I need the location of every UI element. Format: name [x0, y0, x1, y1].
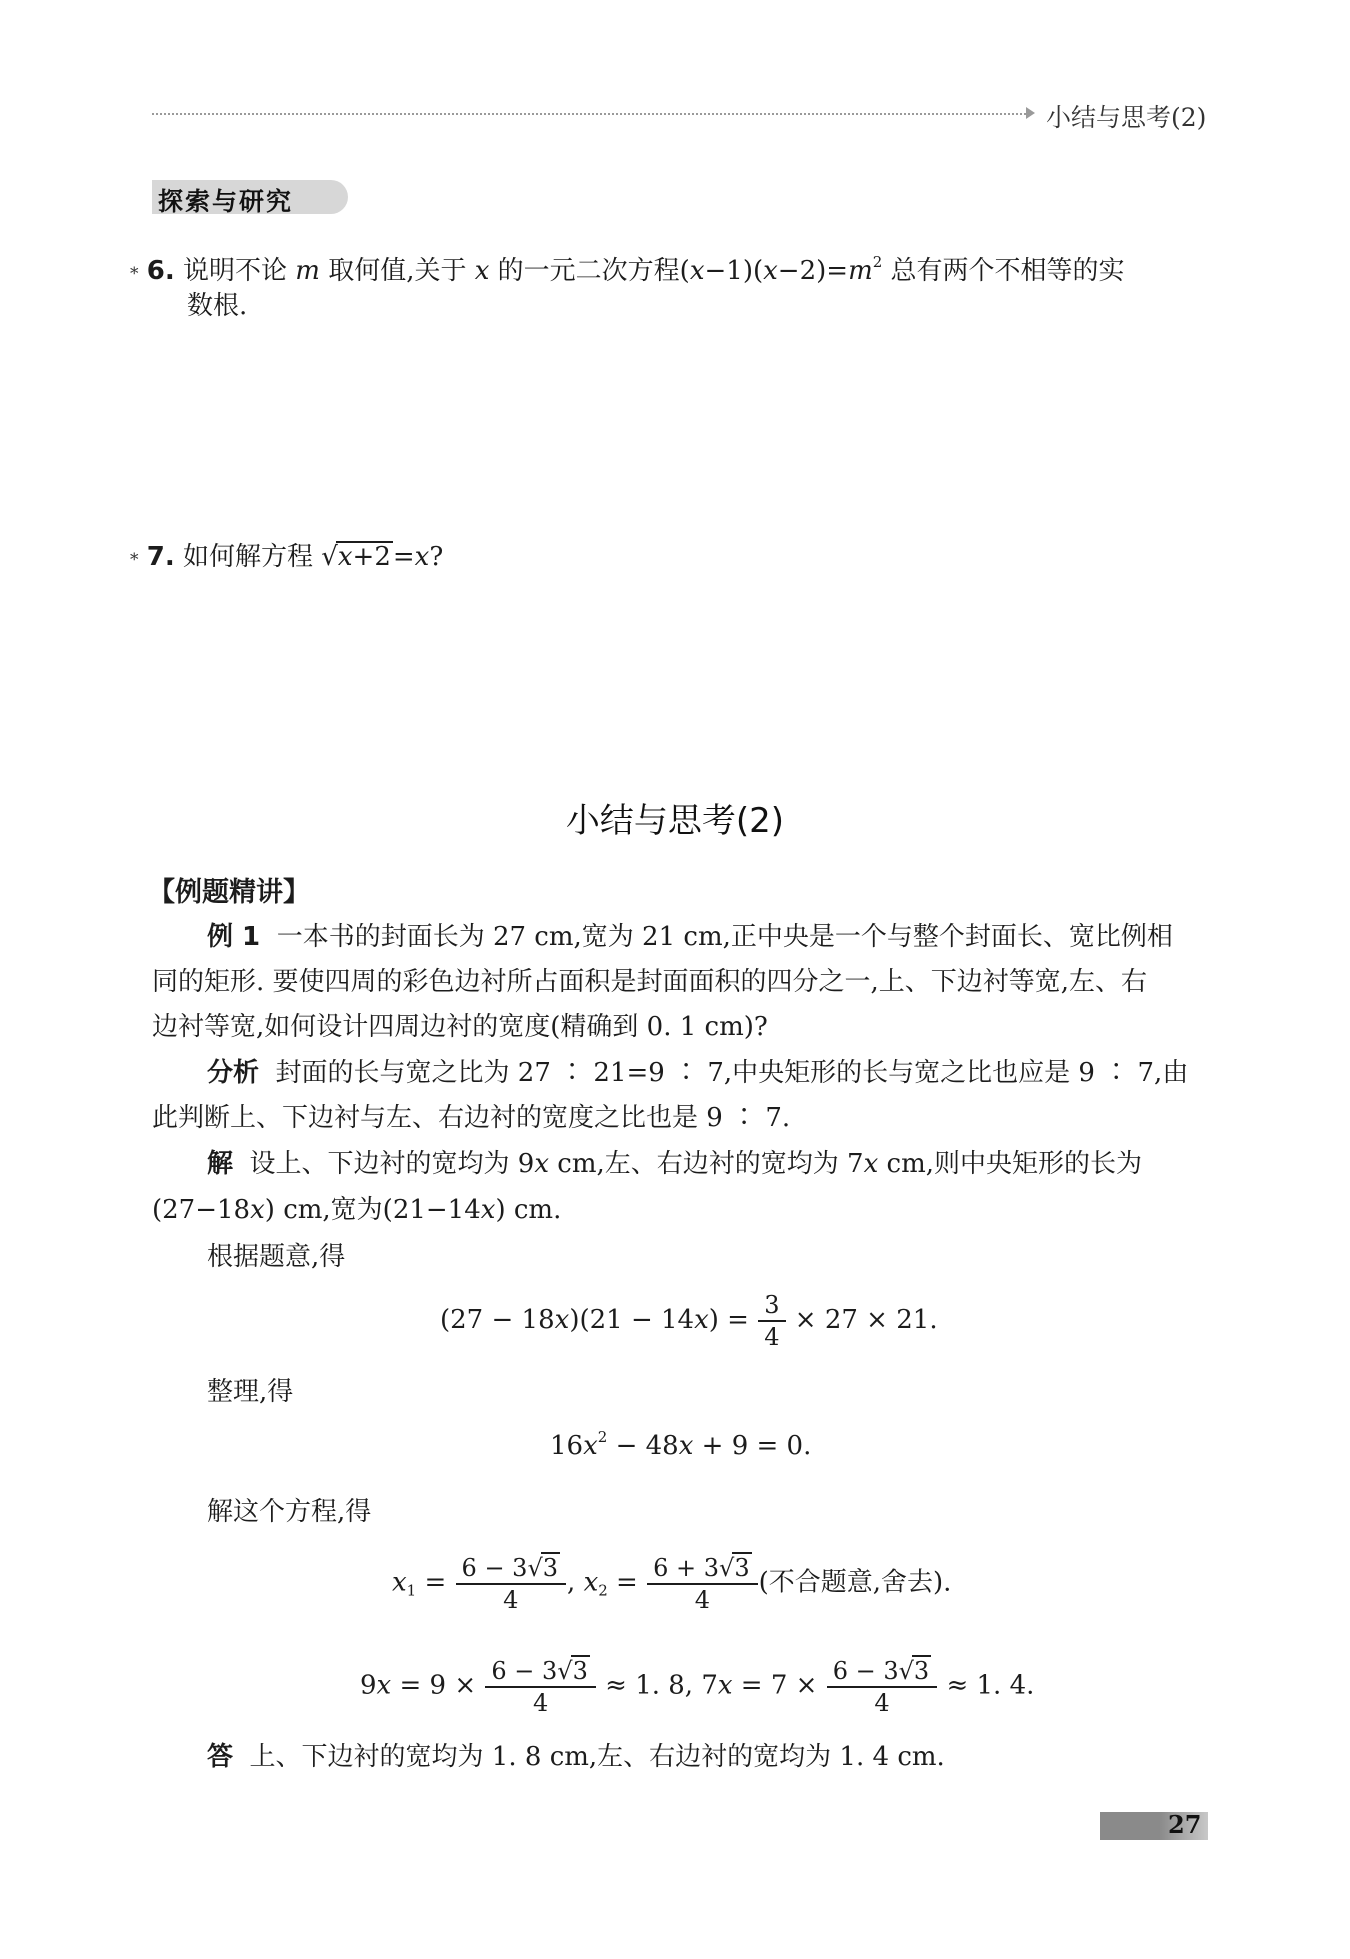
section-tag — [152, 180, 348, 214]
q6-var-m: m — [848, 256, 873, 286]
example-label: 例 1 — [207, 922, 261, 952]
equation-4-approx: 9x = 9 × $\frac{6 - 3√3}{4}$ ≈ 1. 8, 7x = 7 × $\frac{6 - 3√3}{4}$ ≈ 1. 4. — [360, 1657, 1035, 1717]
analysis-label: 分析 — [207, 1058, 260, 1088]
q7-text: 如何解方程 — [183, 542, 314, 572]
fraction-root-1: $\frac{6 - 3√3}{4}$ — [830, 1655, 934, 1718]
example-1-line-1: 例 1 一本书的封面长为 27 cm,宽为 21 cm,正中央是一个与整个封面长、宽比例相 — [207, 922, 1173, 952]
question-6-line-2: 数根. — [187, 291, 248, 321]
header-arrow-icon — [1026, 107, 1035, 119]
question-number: 7. — [146, 542, 175, 572]
solution-label: 解 — [207, 1149, 234, 1179]
q6-text: −1)( — [704, 256, 764, 286]
q7-var-x: x — [414, 542, 430, 572]
q6-var-x: x — [474, 256, 490, 286]
example-1-line-3: 边衬等宽,如何设计四周边衬的宽度(精确到 0. 1 cm)? — [152, 1012, 768, 1042]
q6-text: 取何值,关于 — [328, 256, 467, 286]
header-dotted-rule — [152, 113, 1030, 115]
fraction-root-1: $\frac{6 - 3√3}{4}$ — [488, 1655, 592, 1718]
optional-star-icon: * — [130, 264, 139, 284]
by-problem-text: 根据题意,得 — [207, 1242, 346, 1272]
fraction-root-2: $\frac{6 + 3√3}{4}$ — [650, 1552, 754, 1615]
page-number: 27 — [1168, 1810, 1202, 1839]
solution-line-2: (27−18x) cm,宽为(21−14x) cm. — [152, 1195, 562, 1225]
rearrange-text: 整理,得 — [207, 1377, 294, 1407]
sqrt-radicand: x+2 — [337, 542, 391, 572]
section-tag-label: 探索与研究 — [158, 187, 294, 216]
q6-var-m: m — [295, 256, 320, 286]
equation-1: (27 − 18x)(21 − 14x) = $\frac{3}{4}$ × 27 × 21. — [440, 1291, 938, 1351]
solve-text: 解这个方程,得 — [207, 1497, 372, 1527]
question-7: * 7. 如何解方程 √x+2=x? — [130, 542, 444, 572]
fraction-root-1: $\frac{6 - 3√3}{4}$ — [459, 1552, 563, 1615]
q6-exponent: 2 — [872, 253, 883, 271]
q6-var-x: x — [689, 256, 705, 286]
running-header-title: 小结与思考(2) — [1046, 103, 1207, 132]
example-1-line-2: 同的矩形. 要使四周的彩色边衬所占面积是封面面积的四分之一,上、下边衬等宽,左、右 — [152, 967, 1148, 997]
question-number: 6. — [146, 256, 175, 286]
question-6 — [130, 240, 1125, 296]
q6-text: 总有两个不相等的实 — [890, 256, 1125, 286]
q6-text: 说明不论 — [183, 256, 288, 286]
q6-text: −2)= — [777, 256, 849, 286]
q6-text: 的一元二次方程( — [497, 256, 690, 286]
equation-2: $16x^2 - 48x + 9 = 0$. — [550, 1428, 812, 1461]
sqrt-sign-icon: √ — [321, 542, 338, 572]
answer-line: 答 上、下边衬的宽均为 1. 8 cm,左、右边衬的宽均为 1. 4 cm. — [207, 1742, 945, 1772]
equation-3-roots: $x_1$ = $\frac{6 - 3√3}{4}$ , $x_2$ = $\frac{6 + 3√3}{4}$ (不合题意,舍去). — [392, 1554, 952, 1614]
answer-label: 答 — [207, 1742, 234, 1772]
chapter-title: 小结与思考(2) — [565, 801, 785, 841]
q6-var-x: x — [763, 256, 778, 286]
examples-heading: 【例题精讲】 — [148, 877, 310, 908]
optional-star-icon: * — [130, 550, 139, 570]
fraction-three-quarters: $\frac{3}{4}$ — [761, 1290, 782, 1352]
solution-line-1: 解 设上、下边衬的宽均为 9x cm,左、右边衬的宽均为 7x cm,则中央矩形的长为 — [207, 1149, 1143, 1179]
analysis-line-2: 此判断上、下边衬与左、右边衬的宽度之比也是 9 ∶ 7. — [152, 1103, 791, 1133]
analysis-line-1: 分析 封面的长与宽之比为 27 ∶ 21=9 ∶ 7,中央矩形的长与宽之比也应是 9 ∶ 7,由 — [207, 1058, 1189, 1088]
